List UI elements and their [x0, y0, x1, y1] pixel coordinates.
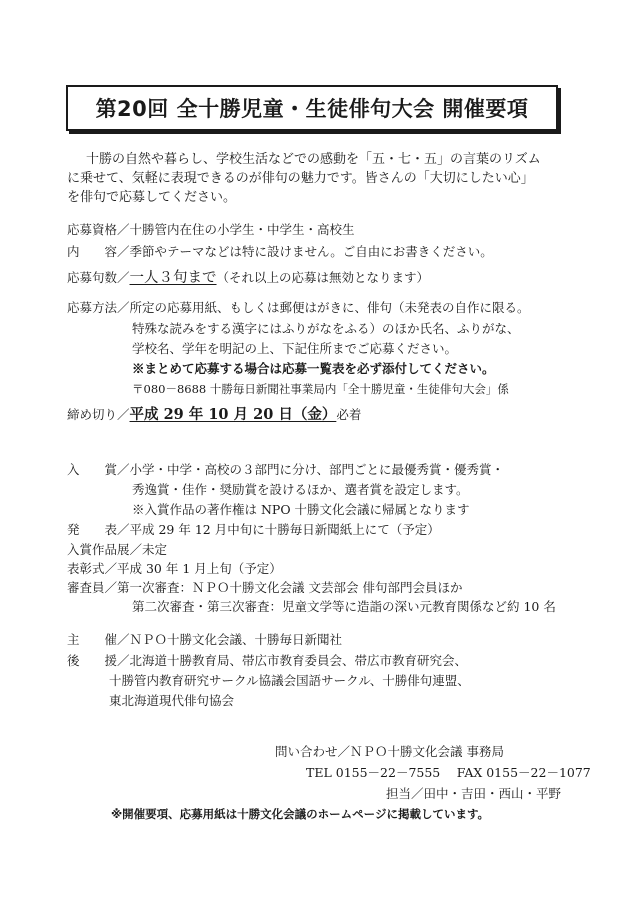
deadline-note: 必着	[336, 407, 362, 422]
method-line-2: 特殊な読みをする漢字にはふりがなをふる）のほか氏名、ふりがな、	[132, 321, 520, 336]
announcement: 発 表／平成 29 年 12 月中旬に十勝毎日新聞紙上にて（予定）	[67, 522, 440, 537]
title-box	[66, 85, 558, 131]
deadline	[67, 407, 361, 423]
entry-count-note: （それ以上の応募は無効となります）	[216, 270, 430, 285]
contact-staff: 担当／田中・吉田・西山・平野	[386, 786, 562, 801]
awards-line-2: 秀逸賞・佳作・奨励賞を設けるほか、選者賞を設定します。	[132, 482, 469, 497]
deadline-date: 平成 29 年 10 月 20 日（金）	[129, 406, 337, 423]
entry-count-limit: 一人３句まで	[129, 270, 217, 286]
eligibility: 応募資格／十勝管内在住の小学生・中学生・高校生	[67, 222, 355, 237]
judges-line-2: 第二次審査・第三次審査：児童文学等に造詣の深い元教育関係など約 10 名	[132, 599, 556, 614]
intro-line-3: を俳句で応募してください。	[67, 190, 237, 205]
entry-count-label: 応募句数／	[67, 270, 130, 285]
content-rule: 内 容／季節やテーマなどは特に設けません。ご自由にお書きください。	[67, 244, 493, 259]
deadline-label: 締め切り／	[67, 407, 130, 422]
intro-line-1: 十勝の自然や暮らし、学校生活などでの感動を「五・七・五」の言葉のリズム	[86, 152, 541, 167]
method-line-1: 応募方法／所定の応募用紙、もしくは郵便はがきに、俳句（未発表の自作に限る。	[67, 300, 530, 315]
awards-copyright-note: ※入賞作品の著作権は NPO 十勝文化会議に帰属となります	[132, 502, 470, 517]
support-line-1: 後 援／北海道十勝教育局、帯広市教育委員会、帯広市教育研究会、	[67, 653, 468, 668]
organizer: 主 催／ＮＰＯ十勝文化会議、十勝毎日新聞社	[67, 632, 343, 647]
method-line-3: 学校名、学年を明記の上、下記住所までご応募ください。	[132, 341, 458, 356]
contact-office: 問い合わせ／ＮＰＯ十勝文化会議 事務局	[275, 744, 504, 759]
awards-line-1: 入 賞／小学・中学・高校の３部門に分け、部門ごとに最優秀賞・優秀賞・	[67, 462, 505, 477]
support-line-2: 十勝管内教育研究サークル協議会国語サークル、十勝俳句連盟、	[109, 673, 470, 688]
ceremony: 表彰式／平成 30 年 1 月上旬（予定）	[67, 561, 282, 576]
entry-count	[67, 270, 429, 286]
method-note: ※まとめて応募する場合は応募一覧表を必ず添付してください。	[132, 361, 495, 376]
page-title: 第20回 全十勝児童・生徒俳句大会 開催要項	[95, 97, 529, 121]
footer-note: ※開催要項、応募用紙は十勝文化会議のホームページに掲載しています。	[111, 807, 490, 821]
judges-line-1: 審査員／第一次審査：ＮＰＯ十勝文化会議 文芸部会 俳句部門会員ほか	[67, 580, 463, 595]
contact-phone-fax: TEL 0155－22－7555 FAX 0155－22－1077	[306, 765, 591, 780]
support-line-3: 東北海道現代俳句協会	[109, 693, 235, 708]
exhibition: 入賞作品展／未定	[67, 542, 168, 557]
intro-line-2: に乗せて、気軽に表現できるのが俳句の魅力です。皆さんの「大切にしたい心」	[67, 171, 534, 186]
mailing-address: 〒080－8688 十勝毎日新聞社事業局内「全十勝児童・生徒俳句大会」係	[132, 382, 509, 396]
